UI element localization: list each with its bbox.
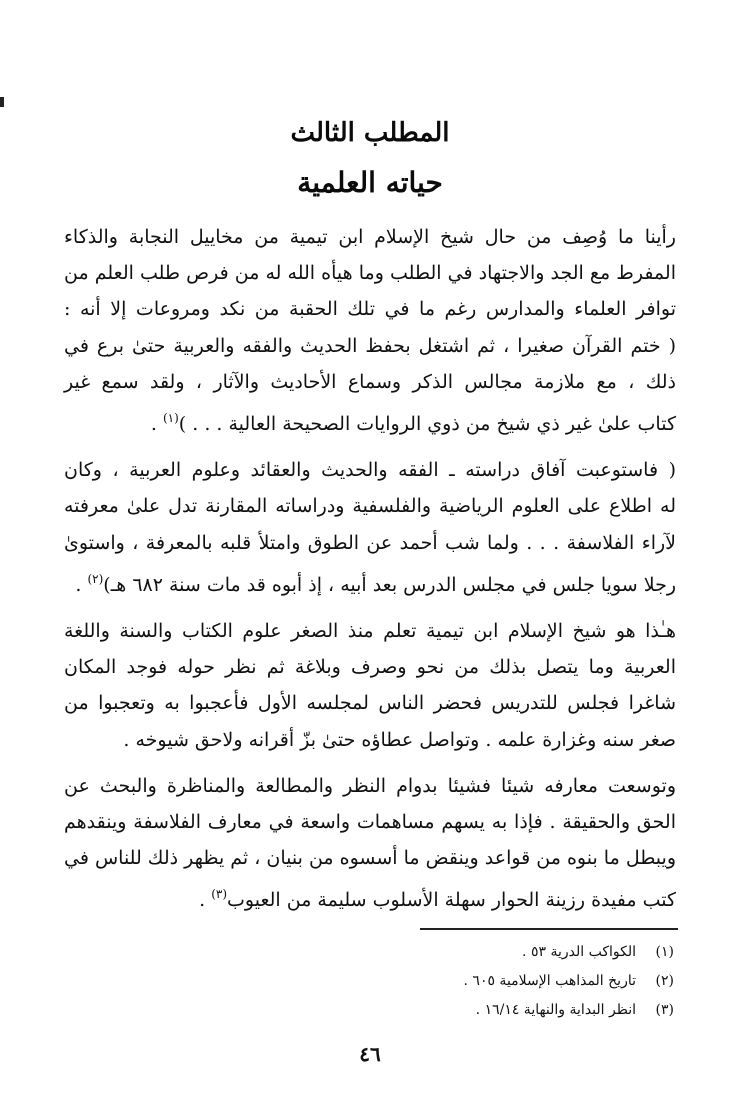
text-line: ذلك ، مع ملازمة مجالس الذكر وسماع الأحاديث والآثار ، ولقد سمع غير	[64, 370, 676, 393]
text-line: الحق والحقيقة . فإذا به يسهم مساهمات واسعة في معارف الفلاسفة وينقدهم	[64, 811, 676, 834]
paragraph-1	[64, 219, 676, 442]
text-line: العربية وما يتصل بذلك من نحو وصرف وبلاغة ثم نظر حوله فوجد المكان	[64, 656, 676, 679]
footnote-item	[274, 938, 674, 967]
text-line: رأينا ما وُصِف من حال شيخ الإسلام ابن تيمية من مخاييل النجابة والذكاء	[64, 226, 676, 248]
scan-edge-mark	[0, 97, 4, 107]
body-text	[64, 219, 676, 919]
text-line-last	[64, 876, 676, 918]
text-line-content: كتاب علىٰ غير ذي شيخ من ذوي الروايات الصحيحة العالية . . . )	[178, 413, 676, 436]
text-line: ( فاستوعبت آفاق دراسته ـ الفقه والحديث والعقائد وعلوم العربية ، وكان	[64, 459, 676, 482]
paragraph-2	[64, 452, 676, 603]
line-tail: .	[150, 413, 163, 436]
text-line: شاغرا فجلس للتدريس فحضر الناس لمجلسه الأول فأعجبوا به وتعجبوا من	[64, 692, 676, 715]
footnote-divider	[420, 928, 678, 930]
footnote-text: انظر البداية والنهاية ١٦/١٤ .	[475, 1002, 636, 1018]
footnote-ref: (٢)	[87, 571, 104, 586]
text-line: له اطلاع على العلوم الرياضية والفلسفية ودراساته المقارنة تدل علىٰ معرفته	[64, 495, 676, 518]
footnotes	[274, 938, 674, 1025]
section-heading: المطلب الثالث	[290, 118, 450, 148]
text-line-content: كتب مفيدة رزينة الحوار سهلة الأسلوب سليمة من العيوب	[227, 889, 676, 912]
footnote-text: الكواكب الدرية ٥٣ .	[522, 944, 636, 960]
footnote-ref: (٣)	[211, 887, 228, 902]
page-number: ٤٦	[359, 1042, 381, 1066]
footnote-item	[274, 967, 674, 996]
text-line-last: صغر سنه وغزارة علمه . وتواصل عطاؤه حتىٰ بزّ أقرانه ولاحق شيوخه .	[123, 728, 676, 751]
paragraph-4	[64, 768, 676, 919]
text-line: لآراء الفلاسفة . . . ولما شب أحمد عن الطوق وامتلأ قلبه بالمعرفة ، واستوىٰ	[64, 531, 676, 554]
text-line-content: رجلا سويا جلس في مجلس الدرس بعد أبيه ، إذ أبوه قد مات سنة ٦٨٢ هـ)	[103, 573, 676, 596]
footnote-number: (٢)	[655, 973, 674, 989]
text-line: وتوسعت معارفه شيئا فشيئا بدوام النظر والمطالعة والمناظرة والبحث عن	[64, 774, 676, 797]
text-line: ويبطل ما بنوه من قواعد وينقض ما أسسوه من بنيان ، ثم يظهر ذلك للناس في	[64, 847, 676, 870]
text-line-last	[64, 561, 676, 603]
footnote-number: (٣)	[655, 1002, 674, 1018]
line-tail: .	[199, 889, 212, 912]
text-line: المفرط مع الجد والاجتهاد في الطلب وما هيأه الله له من فرص طلب العلم من	[64, 262, 676, 285]
footnote-ref: (١)	[162, 411, 179, 426]
text-line: ( ختم القرآن صغيرا ، ثم اشتغل بحفظ الحديث والفقه والعربية حتىٰ برع في	[64, 334, 676, 357]
footnote-text: تاريخ المذاهب الإسلامية ٦٠٥ .	[463, 973, 636, 989]
section-title: حياته العلمية	[297, 166, 443, 199]
text-line: هـٰذا هو شيخ الإسلام ابن تيمية تعلم منذ الصغر علوم الكتاب والسنة واللغة	[64, 620, 676, 643]
footnote-item	[274, 996, 674, 1025]
paragraph-3	[64, 613, 676, 758]
text-line: توافر العلماء والمدارس رغم ما في تلك الحقبة من نكد ومروعات إلا أنه :	[64, 298, 676, 321]
text-line-last	[64, 400, 676, 442]
line-tail: .	[75, 573, 88, 596]
footnote-number: (١)	[655, 944, 674, 960]
